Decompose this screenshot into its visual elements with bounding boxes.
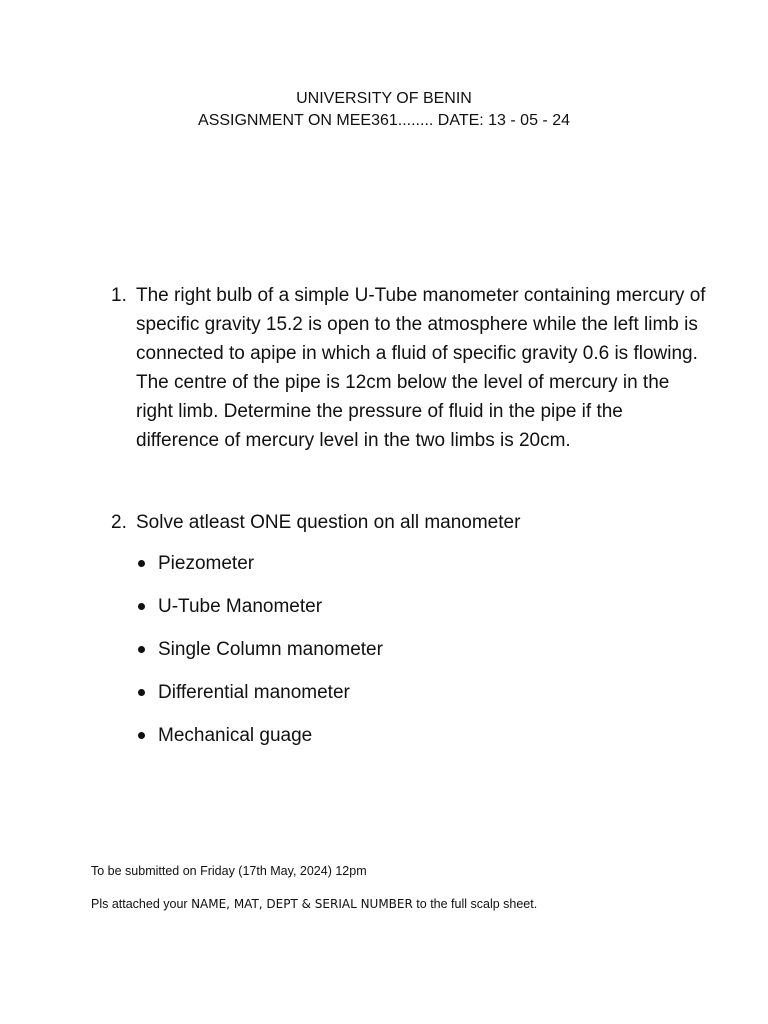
submission-notes [91,862,711,913]
manometer-list [136,549,706,750]
question-number: 1. [111,285,127,306]
attachment-instruction [91,895,711,913]
list-item-label: Piezometer [158,553,255,574]
list-item-label: Mechanical guage [158,725,313,746]
bullet-icon [138,732,145,739]
list-item [136,592,706,621]
submission-deadline: To be submitted on Friday (17th May, 2024) 12pm [91,864,367,878]
list-item-label: Differential manometer [158,682,350,703]
bullet-icon [138,603,145,610]
question-text: Solve atleast ONE question on all manometer [136,512,521,533]
bullet-icon [138,646,145,653]
attachment-prefix: Pls attached your [91,897,192,911]
attachment-suffix: to the full scalp sheet. [412,897,538,911]
document-header [0,88,768,132]
question-1 [106,281,706,455]
question-number: 2. [111,512,127,533]
university-name: UNIVERSITY OF BENIN [296,90,472,107]
list-item [136,635,706,664]
required-details: NAME, MAT, DEPT & SERIAL NUMBER [191,897,413,911]
list-item [136,549,706,578]
assignment-title: ASSIGNMENT ON MEE361........ DATE: 13 - 05 - 24 [198,112,570,129]
question-2 [106,508,706,750]
list-item [136,678,706,707]
list-item-label: Single Column manometer [158,639,383,660]
bullet-icon [138,560,145,567]
bullet-icon [138,689,145,696]
question-list [106,281,706,764]
list-item [136,721,706,750]
question-text: The right bulb of a simple U-Tube manometer containing mercury of specific gravity 15.2 is open to the atmosphere while the left limb is connected to apipe in which a fluid of specific gravity 0.6 is flowing. The centre of the pipe is 12cm below the level of mercury in the right limb. Determine the pressure of fluid in the pipe if the difference of mercury level in the two limbs is 20cm. [136,285,706,451]
list-item-label: U-Tube Manometer [158,596,323,617]
